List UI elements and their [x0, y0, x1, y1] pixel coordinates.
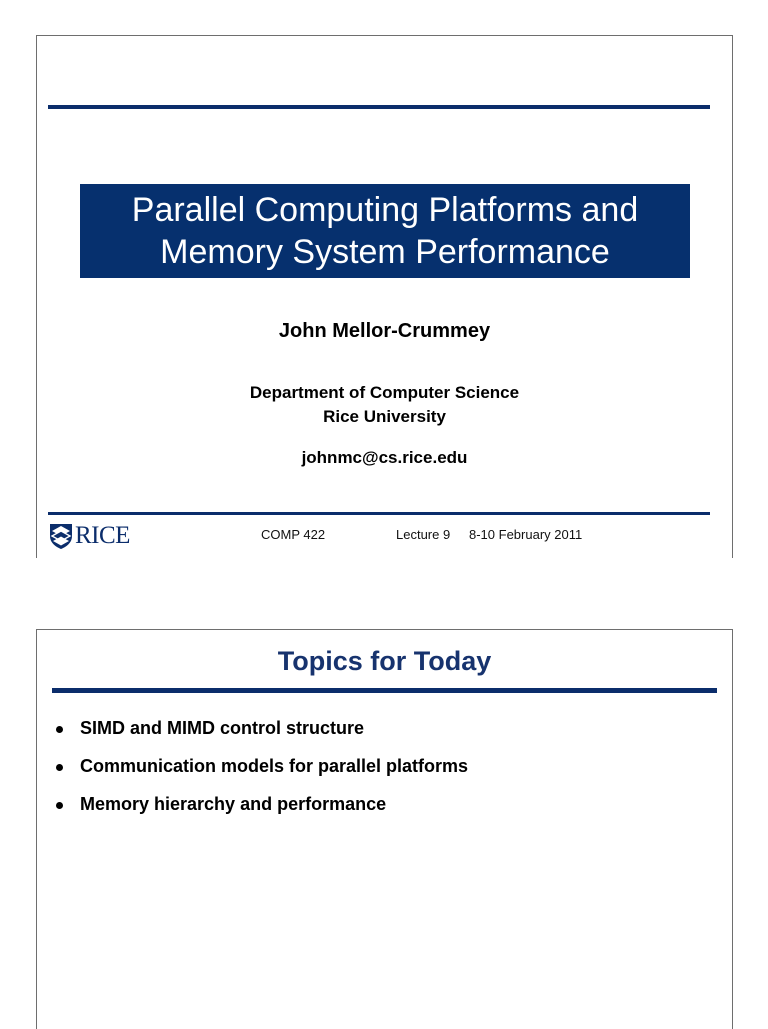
- lecture-number: Lecture 9: [396, 527, 451, 542]
- topics-title: Topics for Today: [277, 646, 492, 676]
- topics-list: [53, 718, 468, 832]
- slide-2: [36, 629, 733, 1029]
- slide-1: [36, 35, 733, 558]
- topics-divider: [52, 688, 717, 693]
- slide-title-line-2: Memory System Performance: [160, 233, 610, 271]
- footer-divider: [48, 512, 710, 515]
- list-item: SIMD and MIMD control structure: [53, 718, 468, 756]
- slide-title: [80, 184, 690, 278]
- rice-logo: [49, 521, 130, 551]
- top-divider: [48, 105, 710, 109]
- rice-shield-icon: [49, 522, 73, 550]
- course-code: COMP 422: [261, 527, 326, 542]
- slide-title-line-1: Parallel Computing Platforms and: [131, 191, 639, 229]
- affiliation: [37, 381, 732, 429]
- rice-wordmark: RICE: [75, 522, 130, 549]
- lecture-date: 8-10 February 2011: [469, 527, 583, 542]
- author-name: John Mellor-Crummey: [278, 320, 491, 342]
- university: Rice University: [323, 407, 446, 426]
- list-item: Communication models for parallel platforms: [53, 756, 468, 794]
- department: Department of Computer Science: [249, 383, 520, 402]
- list-item: Memory hierarchy and performance: [53, 794, 468, 832]
- author-email: johnmc@cs.rice.edu: [301, 448, 468, 467]
